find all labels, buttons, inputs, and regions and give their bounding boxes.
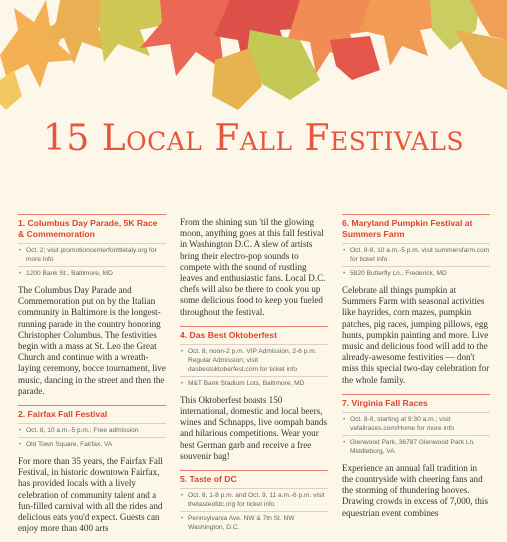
column-middle (180, 214, 328, 534)
festival-location: • 1200 Bank St., Baltimore, MD (18, 266, 166, 280)
divider (342, 214, 490, 215)
column-left (18, 214, 166, 542)
festival-description: Experience an annual fall tradition in the countryside with cheering fans and the storming of thundering hooves. Drawing crowds in excess of 7,000, this equestrian event combines (342, 462, 488, 518)
column-right (342, 214, 490, 527)
festival-location: • Glenwood Park, 36787 Glenwood Park Ln. Middleburg, VA (342, 435, 490, 458)
festival-heading: 5. Taste of DC (180, 474, 237, 485)
festival-date: • Oct. 2; visit promotioncenterforittletaly.org for more info (18, 243, 166, 266)
festival-heading: 4. Das Best Oktoberfest (180, 329, 277, 340)
festival-description: Celebrate all things pumpkin at Summers Farm with seasonal activities like hayrides, corn mazes, pumpkin patches, pig races, jumping pillows, egg hunts, pumpkin painting and more. Live music and delicious food will add to the already-awesome festivities — don't miss this special two-day celebration for the whole family. (342, 285, 490, 385)
festival-location: • 5820 Butterfly Ln., Frederick, MD (342, 266, 490, 280)
festival-description: From the shining sun 'til the glowing moon, anything goes at this fall festival in Washington D.C. A slew of artists bring their electro-pop sounds to compete with the sound of rustling leaves and enthusiastic fans. Local D.C. chefs will also be there to cook you up some delicious food to keep you fueled throughout the festival. (180, 217, 326, 317)
autumn-leaves-banner (0, 0, 507, 125)
festival-description: This Oktoberfest boasts 150 international, domestic and local beers, wines and Schnapps, live oompah bands and hilarious competitions. Wear your best German garb and receive a free souvenir bag! (180, 394, 327, 461)
festival-description: For more than 35 years, the Fairfax Fall Festival, in historic downtown Fairfax, has provided locals with a lively celebration of community talent and a fun-filled carnival with all the rides and delicious eats you'd expect. Guests can enjoy more than 400 arts (18, 456, 163, 534)
page-title: 15 Local Fall Festivals (42, 118, 465, 159)
festival-date: • Oct. 8, 1-8 p.m. and Oct. 9, 11 a.m.-6 p.m. visit thetasteofdc.org for ticket info (180, 488, 328, 511)
festival-location: • Old Town Square, Fairfax, VA (18, 437, 166, 451)
festival-heading: 2. Fairfax Fall Festival (18, 409, 108, 420)
festival-location: • Pennsylvania Ave. NW & 7th St. NW Washington, D.C. (180, 511, 328, 534)
festival-heading: 6. Maryland Pumpkin Festival at Summers Farm (342, 218, 473, 239)
festival-date: • Oct. 8-9, starting at 9:30 a.m.; visit vafallraces.com/Home for more info (342, 412, 490, 435)
festival-location: • M&T Bank Stadium Lots, Baltimore, MD (180, 376, 328, 390)
festival-date: • Oct. 8, 10 a.m.-5 p.m.; Free admission (18, 423, 166, 437)
divider (180, 470, 328, 471)
festival-description: The Columbus Day Parade and Commemoration put on by the Italian community in Baltimore is the longest-running parade in the country honoring Christopher Columbus. The festivities begin with a mass at St. Leo the Great Church and continue with a wreath-laying ceremony, bocce tournament, live music, dancing in the street and then the parade. (18, 285, 166, 396)
festival-date: • Oct. 8, noon-2 p.m. VIP Admission, 2-6 p.m. Regular Admission; visit dasbestoktoberfest.com for ticket info (180, 344, 328, 376)
festival-heading: 7. Virginia Fall Races (342, 397, 428, 408)
divider (18, 405, 166, 406)
divider (180, 326, 328, 327)
maple-leaf-icon (0, 0, 507, 110)
festival-heading: 1. Columbus Day Parade, 5K Race & Commemoration (18, 218, 158, 239)
festival-date: • Oct. 8-9, 10 a.m.-5 p.m. visit summersfarm.com for ticket info (342, 243, 490, 266)
divider (342, 394, 490, 395)
divider (18, 214, 166, 215)
